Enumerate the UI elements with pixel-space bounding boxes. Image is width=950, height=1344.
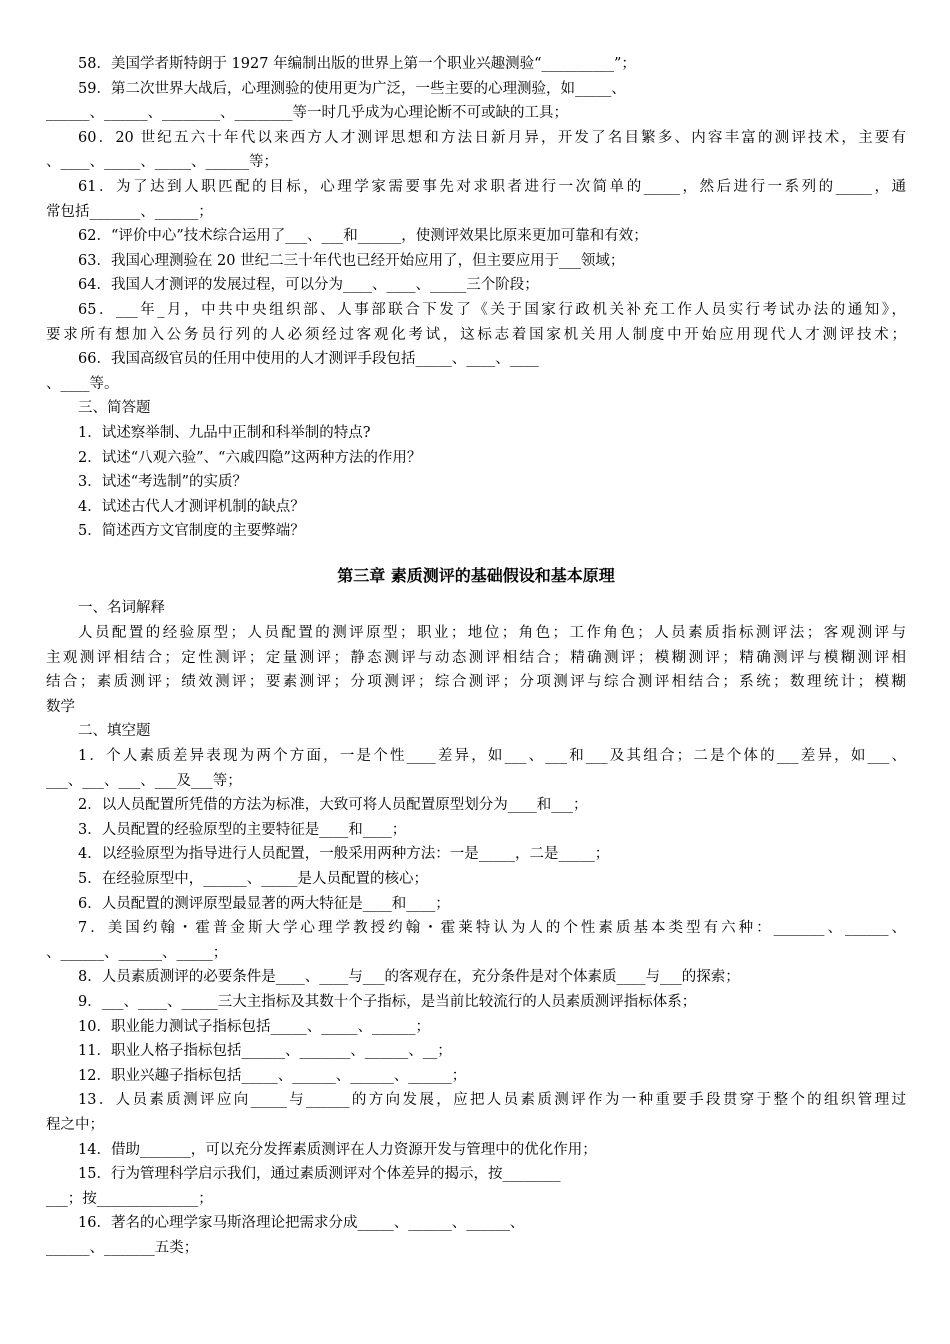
spacer bbox=[46, 588, 906, 596]
text-line: 二、填空题 bbox=[78, 723, 151, 740]
text-line: 16．著名的心理学家马斯洛理论把需求分成_____、______、______、 bbox=[78, 1215, 525, 1232]
text-line: 常包括_______、______； bbox=[46, 203, 213, 220]
text-line: 5．在经验原型中，______、_____是人员配置的核心； bbox=[78, 871, 428, 887]
text-line: 8．人员素质测评的必要条件是____、____与___的客观存在，充分条件是对个体素质____与___的探索； bbox=[78, 969, 740, 986]
text-line: 5．简述西方文官制度的主要弊端？ bbox=[78, 523, 305, 540]
text-line: 3．人员配置的经验原型的主要特征是____和____； bbox=[78, 821, 407, 838]
text-line: 65．___年_月，中共中央组织部、人事部联合下发了《关于国家行政机关补充工作人员实行考试办法的通知》， bbox=[78, 301, 906, 318]
text-line: 1．个人素质差异表现为两个方面，一是个性____差异，如___、___和___及其组合；二是个体的___差异，如___、 bbox=[78, 748, 906, 765]
text-line: 61．为了达到人职匹配的目标，心理学家需要事先对求职者进行一次简单的_____，然后进行一系列的_____，通 bbox=[78, 178, 906, 195]
text-line: 4．以经验原型为指导进行人员配置，一般采用两种方法：一是_____，二是_____； bbox=[78, 846, 610, 863]
text-line: ___；按______________； bbox=[46, 1190, 213, 1207]
text-line: 结合；素质测评；绩效测评；要素测评；分项测评；综合测评；分项测评与综合测评相结合；系统；数理统计；模糊 bbox=[46, 674, 906, 691]
text-line: 要求所有想加入公务员行列的人必须经过客观化考试，这标志着国家机关用人制度中开始应用现代人才测评技术； bbox=[46, 326, 906, 343]
text-line: 63．我国心理测验在 20 世纪二三十年代也已经开始应用了，但主要应用于___领域； bbox=[78, 252, 625, 269]
chapter-title: 第三章 素质测评的基础假设和基本原理 bbox=[337, 565, 615, 585]
text-line: 2．以人员配置所凭借的方法为标准，大致可将人员配置原型划分为____和___； bbox=[78, 797, 588, 814]
text-line: 64．我国人才测评的发展过程，可以分为____、____、_____三个阶段； bbox=[78, 277, 539, 294]
text-line: ______、_______五类； bbox=[46, 1239, 199, 1256]
text-line: ______、______、________、________等一时几乎成为心理论断不可或缺的工具； bbox=[46, 105, 568, 122]
spacer bbox=[46, 544, 906, 564]
text-line: 10．职业能力测试子指标包括_____、_____、______； bbox=[78, 1018, 430, 1035]
text-line: 三、简答题 bbox=[78, 400, 151, 417]
text-line: 4．试述古代人才测评机制的缺点？ bbox=[78, 498, 305, 515]
text-line: 主观测评相结合；定性测评；定量测评；静态测评与动态测评相结合；精确测评；模糊测评；精确测评与模糊测评相 bbox=[46, 649, 906, 666]
text-line: 66．我国高级官员的任用中使用的人才测评手段包括_____、____、____ bbox=[78, 351, 539, 368]
text-line: 62．“评价中心”技术综合运用了___、___和______，使测评效果比原来更加可靠和有效； bbox=[78, 228, 648, 245]
text-line: 7．美国约翰・霍普金斯大学心理学教授约翰・霍莱特认为人的个性素质基本类型有六种：_______、______、 bbox=[78, 920, 906, 937]
text-line: 、____等。 bbox=[46, 375, 119, 392]
text-line: 11．职业人格子指标包括______、_______、______、__； bbox=[78, 1043, 452, 1060]
text-line: 数学 bbox=[46, 698, 75, 715]
text-line: 6．人员配置的测评原型最显著的两大特征是____和____； bbox=[78, 895, 450, 912]
text-line: 、____、_____、_____、______等； bbox=[46, 154, 278, 171]
document-page bbox=[46, 52, 906, 1261]
text-line: 59．第二次世界大战后，心理测验的使用更为广泛，一些主要的心理测验，如_____、 bbox=[78, 80, 626, 97]
fill-blank-section-continued bbox=[46, 52, 906, 544]
text-line: 人员配置的经验原型；人员配置的测评原型；职业；地位；角色；工作角色；人员素质指标测评法；客观测评与 bbox=[78, 625, 906, 642]
text-line: 14．借助_______，可以充分发挥素质测评在人力资源开发与管理中的优化作用； bbox=[78, 1141, 597, 1158]
text-line: 58．美国学者斯特朗于 1927 年编制出版的世界上第一个职业兴趣测验“__________”； bbox=[78, 56, 636, 72]
text-line: 13．人员素质测评应向_____与______的方向发展，应把人员素质测评作为一种重要手段贯穿于整个的组织管理过 bbox=[78, 1092, 906, 1109]
text-line: 15．行为管理科学启示我们，通过素质测评对个体差异的揭示，按________ bbox=[78, 1166, 561, 1183]
text-line: ___、___、___、___及___等； bbox=[46, 772, 242, 789]
chapter-three-section bbox=[46, 596, 906, 1260]
text-line: 1．试述察举制、九品中正制和科举制的特点? bbox=[78, 424, 371, 441]
text-line: 60．20 世纪五六十年代以来西方人才测评思想和方法日新月异，开发了名目繁多、内容丰富的测评技术，主要有 bbox=[78, 129, 906, 146]
text-line: 程之中； bbox=[46, 1116, 104, 1133]
text-line: 12．职业兴趣子指标包括_____、______、______、______； bbox=[78, 1067, 467, 1084]
text-line: 2．试述“八观六验”、“六戚四隐”这两种方法的作用？ bbox=[78, 449, 422, 466]
text-line: 3．试述“考选制”的实质？ bbox=[78, 474, 248, 491]
text-line: 一、名词解释 bbox=[78, 600, 165, 617]
text-line: 9．___、____、_____三大主指标及其数十个子指标，是当前比较流行的人员素质测评指标体系； bbox=[78, 993, 697, 1010]
text-line: 、______、______、_____； bbox=[46, 944, 228, 961]
